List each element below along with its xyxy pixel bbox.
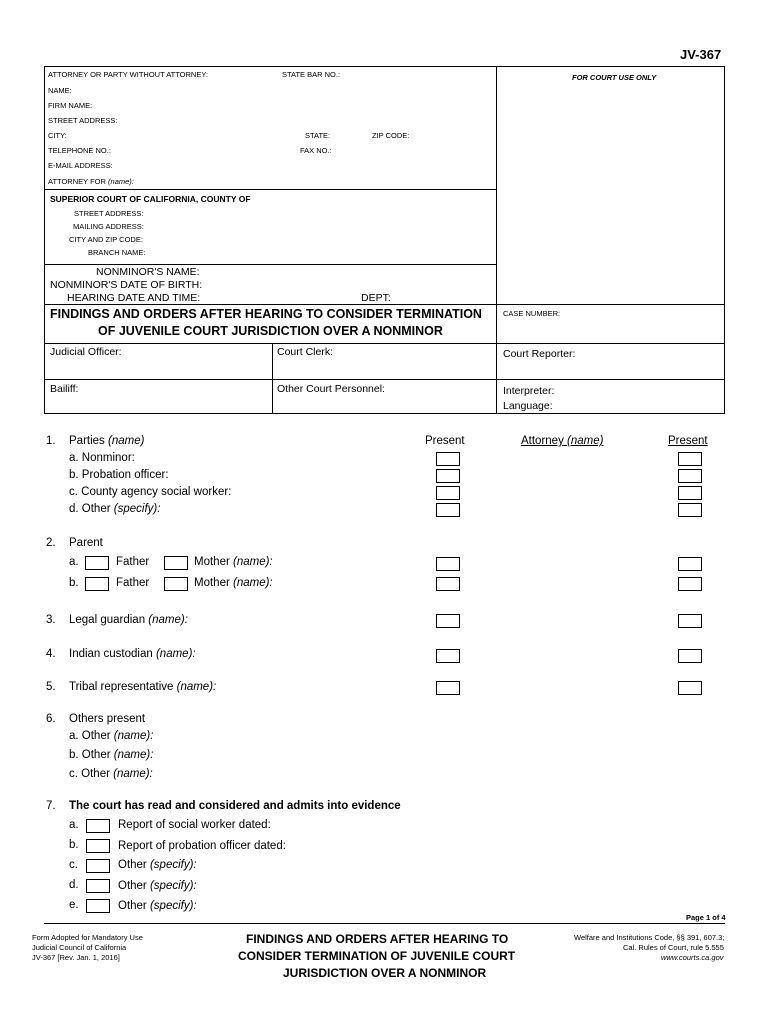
item-6a-letter: a. [69, 730, 79, 742]
item-2a-mother-label [194, 556, 273, 568]
email-label: E-MAIL ADDRESS: [48, 161, 113, 170]
attorney-col-text: Attorney [521, 435, 564, 447]
other-personnel-label: Other Court Personnel: [277, 383, 385, 395]
item-2b-atty-present-checkbox[interactable] [678, 577, 702, 591]
item-6a-text: Other [81, 730, 111, 742]
item-7b-checkbox[interactable] [86, 839, 110, 853]
item-7b-letter: b. [69, 839, 79, 851]
item-3-present-checkbox[interactable] [436, 614, 460, 628]
item-4-present-checkbox[interactable] [436, 649, 460, 663]
court-use-label: FOR COURT USE ONLY [572, 73, 657, 82]
item-7a-checkbox[interactable] [86, 819, 110, 833]
city-label: CITY: [48, 131, 67, 140]
court-mailing-label: MAILING ADDRESS: [73, 222, 144, 231]
item-1a-atty-present-checkbox[interactable] [678, 452, 702, 466]
item-3-name: (name): [148, 614, 188, 626]
item-5-name: (name): [176, 681, 217, 693]
item-6-label: Others present [69, 713, 146, 725]
item-2a-present-checkbox[interactable] [436, 557, 460, 571]
attorney-bottom-border [44, 189, 496, 190]
footer-code-1: Welfare and Institutions Code, §§ 391, 607.3; [574, 933, 725, 942]
item-5-label [69, 681, 216, 693]
item-6b-text: Other [81, 749, 111, 761]
item-2a-father-label: Father [116, 556, 150, 568]
item-5-text: Tribal representative [69, 681, 174, 693]
item-7-number: 7. [46, 800, 56, 812]
zip-label: ZIP CODE: [372, 131, 410, 140]
dept-label: DEPT: [361, 292, 391, 304]
page-number: Page 1 of 4 [686, 913, 726, 922]
item-7d-letter: d. [69, 879, 79, 891]
court-street-label: STREET ADDRESS: [74, 209, 144, 218]
title-bottom-border [44, 343, 725, 344]
item-6c-letter: c. [69, 768, 78, 780]
court-title: SUPERIOR COURT OF CALIFORNIA, COUNTY OF [50, 194, 251, 204]
item-1d-letter: d. [69, 503, 79, 515]
item-3-number: 3. [46, 614, 56, 626]
attorney-header-col [521, 435, 603, 447]
court-bottom-border [44, 264, 496, 265]
item-4-name: (name): [155, 648, 196, 660]
item-1d-present-checkbox[interactable] [436, 503, 460, 517]
footer-adopted-1: Form Adopted for Mandatory Use [32, 933, 143, 942]
court-clerk-label: Court Clerk: [277, 346, 334, 358]
item-7c-specify: (specify): [149, 859, 197, 871]
court-branch-label: BRANCH NAME: [88, 248, 146, 257]
court-use-divider [496, 66, 497, 344]
personnel-divider-2 [496, 343, 497, 413]
item-1b-present-checkbox[interactable] [436, 469, 460, 483]
item-3-atty-present-checkbox[interactable] [678, 614, 702, 628]
item-2b-mother-checkbox[interactable] [164, 577, 188, 591]
personnel-bottom-border [44, 413, 725, 414]
footer-adopted-3: JV-367 [Rev. Jan. 1, 2016] [32, 953, 120, 962]
item-2-label: Parent [69, 537, 103, 549]
parties-name-text: (name) [108, 435, 145, 447]
item-6b [69, 749, 153, 761]
bailiff-label: Bailiff: [50, 383, 79, 395]
judicial-officer-label: Judicial Officer: [50, 346, 122, 358]
item-1d-specify: (specify): [113, 503, 161, 515]
item-2a-mother-text: Mother [194, 556, 230, 568]
footer-title-2: CONSIDER TERMINATION OF JUVENILE COURT [238, 949, 516, 963]
item-2b-father-checkbox[interactable] [85, 577, 109, 591]
item-2a-mother-checkbox[interactable] [164, 556, 188, 570]
item-1b-label: Probation officer: [81, 469, 169, 481]
parties-text: Parties [69, 435, 105, 447]
item-1c-present-checkbox[interactable] [436, 486, 460, 500]
court-city-label: CITY AND ZIP CODE: [69, 235, 143, 244]
item-7a-letter: a. [69, 819, 79, 831]
item-1c-atty-present-checkbox[interactable] [678, 486, 702, 500]
item-7d-specify: (specify): [149, 880, 197, 892]
item-1c [69, 486, 231, 498]
attorney-for-label [48, 177, 134, 186]
item-1-label [69, 435, 144, 447]
attorney-header: ATTORNEY OR PARTY WITHOUT ATTORNEY: [48, 70, 209, 79]
item-4-text: Indian custodian [69, 648, 153, 660]
item-1c-letter: c. [69, 486, 78, 498]
item-7e-checkbox[interactable] [86, 899, 110, 913]
present-header: Present [425, 435, 465, 447]
firm-name-label: FIRM NAME: [48, 101, 93, 110]
nonminor-dob-label: NONMINOR'S DATE OF BIRTH: [50, 279, 203, 291]
item-7c-checkbox[interactable] [86, 859, 110, 873]
item-7c-label [118, 859, 197, 871]
item-7e-specify: (specify): [149, 900, 197, 912]
personnel-divider-1 [272, 343, 273, 413]
item-1c-label: County agency social worker: [81, 486, 232, 498]
item-2b-father-label: Father [116, 577, 150, 589]
caption-right-border [724, 66, 725, 414]
footer-code-2: Cal. Rules of Court, rule 5.555 [623, 943, 724, 952]
item-7e-label [118, 900, 197, 912]
footer-rule [44, 923, 725, 924]
item-6b-letter: b. [69, 749, 79, 761]
item-7d-checkbox[interactable] [86, 879, 110, 893]
item-1d [69, 503, 160, 515]
item-2b-mother-text: Mother [194, 577, 230, 589]
item-2b-mother-label [194, 577, 273, 589]
footer-title-1: FINDINGS AND ORDERS AFTER HEARING TO [246, 932, 509, 946]
item-7a-label: Report of social worker dated: [118, 819, 271, 831]
item-6c-name: (name): [113, 768, 153, 780]
item-2b-letter: b. [69, 577, 79, 589]
item-2b-present-checkbox[interactable] [436, 577, 460, 591]
item-7b-label: Report of probation officer dated: [118, 840, 286, 852]
item-1a [69, 452, 135, 464]
court-reporter-label: Court Reporter: [503, 348, 576, 360]
item-2-number: 2. [46, 537, 56, 549]
form-title-line1: FINDINGS AND ORDERS AFTER HEARING TO CONSIDER TERMINATION [50, 307, 482, 321]
personnel-mid-border [44, 379, 725, 380]
item-4-number: 4. [46, 648, 56, 660]
state-label: STATE: [305, 131, 331, 140]
item-4-label [69, 648, 196, 660]
state-bar-label: STATE BAR NO.: [282, 70, 341, 79]
attorney-for-text: ATTORNEY FOR [48, 177, 106, 186]
item-7e-text: Other [118, 900, 147, 912]
item-1a-letter: a. [69, 452, 79, 464]
present2-header: Present [668, 435, 708, 447]
item-2a-mother-name: (name): [233, 556, 273, 568]
item-3-label [69, 614, 188, 626]
item-6b-name: (name): [113, 749, 154, 761]
item-1a-present-checkbox[interactable] [436, 452, 460, 466]
item-1a-label: Nonminor: [81, 452, 135, 464]
item-1b [69, 469, 169, 481]
item-1d-label: Other [81, 503, 111, 515]
item-5-atty-present-checkbox[interactable] [678, 681, 702, 695]
form-title-line2: OF JUVENILE COURT JURISDICTION OVER A NONMINOR [98, 324, 443, 338]
nonminor-bottom-border [44, 304, 725, 305]
item-7c-letter: c. [69, 859, 78, 871]
item-1d-atty-present-checkbox[interactable] [678, 503, 702, 517]
item-6-number: 6. [46, 713, 56, 725]
footer-adopted-2: Judicial Council of California [32, 943, 127, 952]
item-6a-name: (name): [113, 730, 154, 742]
attorney-col-name: (name) [567, 435, 604, 447]
item-7d-label [118, 880, 197, 892]
street-address-label: STREET ADDRESS: [48, 116, 118, 125]
item-1b-letter: b. [69, 469, 79, 481]
item-6c-text: Other [81, 768, 110, 780]
caption-left-border [44, 66, 45, 414]
item-2a-letter: a. [69, 556, 79, 568]
item-7e-letter: e. [69, 899, 79, 911]
language-label: Language: [503, 400, 553, 412]
item-5-present-checkbox[interactable] [436, 681, 460, 695]
item-7c-text: Other [118, 859, 147, 871]
item-4-atty-present-checkbox[interactable] [678, 649, 702, 663]
item-6c [69, 768, 153, 780]
caption-top-border [44, 66, 725, 67]
attorney-name-label: NAME: [48, 86, 72, 95]
item-7-label: The court has read and considered and admits into evidence [69, 800, 401, 812]
item-6a [69, 730, 153, 742]
item-3-text: Legal guardian [69, 614, 146, 626]
fax-label: FAX NO.: [300, 146, 332, 155]
footer-website-link[interactable]: www.courts.ca.gov [661, 953, 724, 962]
interpreter-label: Interpreter: [503, 385, 555, 397]
item-2a-atty-present-checkbox[interactable] [678, 557, 702, 571]
hearing-date-label: HEARING DATE AND TIME: [67, 292, 201, 304]
case-number-label: CASE NUMBER: [503, 309, 561, 318]
nonminor-name-label: NONMINOR'S NAME: [96, 266, 200, 278]
item-1b-atty-present-checkbox[interactable] [678, 469, 702, 483]
footer-title-3: JURISDICTION OVER A NONMINOR [283, 966, 487, 980]
item-1-number: 1. [46, 435, 56, 447]
item-2b-mother-name: (name): [233, 577, 273, 589]
item-2a-father-checkbox[interactable] [85, 556, 109, 570]
form-number: JV-367 [680, 47, 722, 62]
item-7d-text: Other [118, 880, 147, 892]
telephone-label: TELEPHONE NO.: [48, 146, 111, 155]
item-5-number: 5. [46, 681, 56, 693]
attorney-for-name: (name): [108, 177, 134, 186]
